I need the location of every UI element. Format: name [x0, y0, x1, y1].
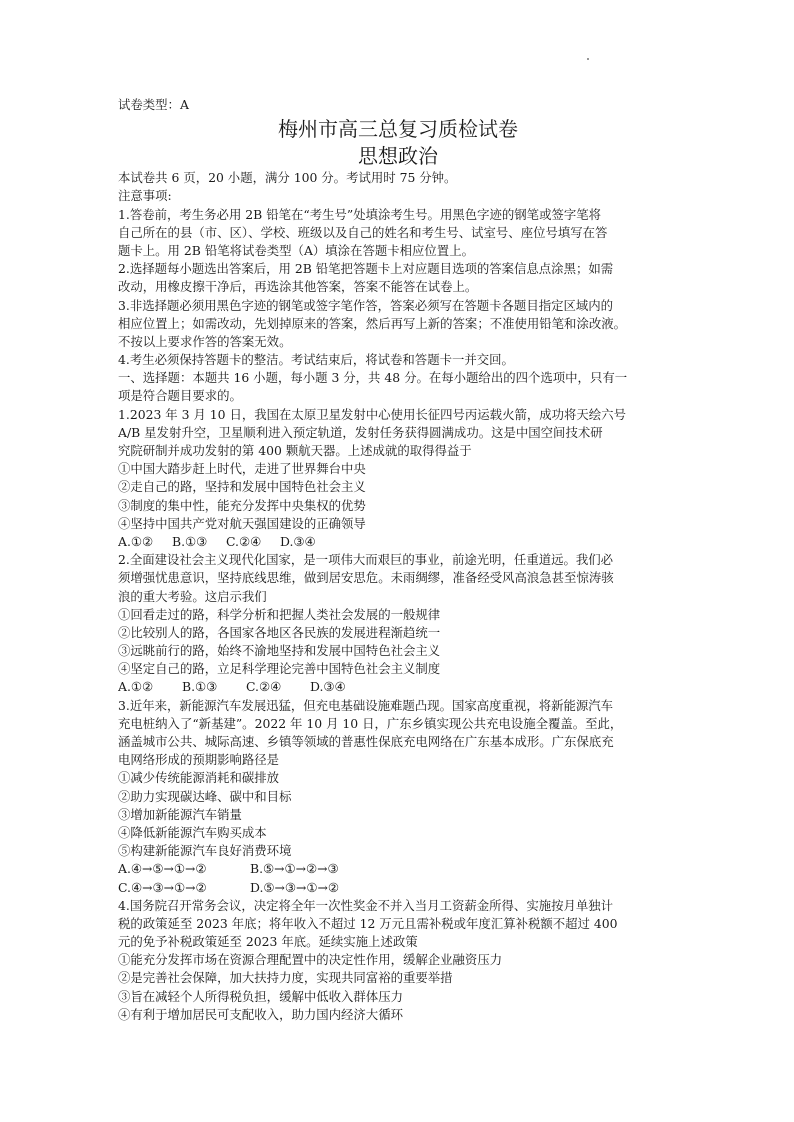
- q2-item: ③远眺前行的路，始终不渝地坚持和发展中国特色社会主义: [118, 643, 441, 659]
- page-content: [118, 96, 678, 1024]
- note-line: 自己所在的县（市、区）、学校、班级以及自己的姓名和考生号、试室号、座位号填写在答: [118, 224, 608, 240]
- q3-choice-b: B.⑤→①→②→③: [250, 861, 339, 877]
- note-line: 1.答卷前，考生务必用 2B 铅笔在“考生号”处填涂考生号。用黑色字迹的钢笔或签字笔将: [118, 206, 602, 222]
- subject-title: 思想政治: [358, 144, 438, 169]
- note-line: 相应位置上；如需改动，先划掉原来的答案，然后再写上新的答案；不准使用铅笔和涂改液。: [118, 315, 627, 331]
- intro-line: 本试卷共 6 页，20 小题，满分 100 分。考试用时 75 分钟。: [118, 170, 457, 186]
- q4-item: ③旨在减轻个人所得税负担，缓解中低收入群体压力: [118, 988, 403, 1004]
- q3-choices: [118, 860, 678, 878]
- q4-item: ①能充分发挥市场在资源合理配置中的决定性作用，缓解企业融资压力: [118, 952, 503, 968]
- q3-stem: 充电桩纳入了“新基建”。2022 年 10 月 10 日，广东乡镇实现公共充电设施全覆盖。至此，: [118, 715, 623, 731]
- q2-choice-a: A.①②: [118, 679, 154, 695]
- notes-heading: 注意事项:: [118, 188, 172, 204]
- q1-item: ②走自己的路，坚持和发展中国特色社会主义: [118, 479, 366, 495]
- q2-choices: [118, 678, 678, 696]
- q3-stem: 涵盖城市公共、城际高速、乡镇等领域的普惠性保底充电网络在广东基本成形。广东保底充: [118, 734, 614, 749]
- q4-stem: 税的政策延至 2023 年底；将年收入不超过 12 万元且需补税或年度汇算补税额不超过 400: [118, 915, 618, 931]
- q4-item: ④有利于增加居民可支配收入，助力国内经济大循环: [118, 1006, 403, 1022]
- q1-stem: 究院研制并成功发射的第 400 颗航天器。上述成就的取得得益于: [118, 443, 472, 458]
- q3-choice-c: C.④→③→①→②: [118, 879, 207, 895]
- q2-stem: 2.全面建设社会主义现代化国家，是一项伟大而艰巨的事业，前途光明，任重道远。我们必: [118, 552, 614, 568]
- q2-item: ②比较别人的路，各国家各地区各民族的发展进程渐趋统一: [118, 624, 441, 640]
- q2-stem: 浪的重大考验。这启示我们: [118, 588, 267, 604]
- q3-item: ④降低新能源汽车购买成本: [118, 824, 267, 840]
- q3-item: ⑤构建新能源汽车良好消费环境: [118, 843, 292, 859]
- q4-item: ②是完善社会保障，加大扶持力度，实现共同富裕的重要举措: [118, 970, 453, 986]
- q2-item: ①回看走过的路，科学分析和把握人类社会发展的一般规律: [118, 606, 441, 622]
- q3-choices: [118, 879, 678, 897]
- q3-choice-d: D.⑤→③→①→②: [250, 879, 340, 895]
- q1-choice-c: C.②④: [226, 533, 262, 549]
- q3-item: ③增加新能源汽车销量: [118, 806, 242, 822]
- section-heading: 项是符合题目要求的。: [118, 388, 242, 404]
- note-line: 题卡上。用 2B 铅笔将试卷类型（A）填涂在答题卡相应位置上。: [118, 242, 474, 258]
- q2-item: ④坚定自己的路，立足科学理论完善中国特色社会主义制度: [118, 661, 441, 677]
- q4-stem: 元的免予补税政策延至 2023 年底。延续实施上述政策: [118, 934, 418, 950]
- q1-item: ③制度的集中性，能充分发挥中央集权的优势: [118, 497, 366, 513]
- q4-stem: 4.国务院召开常务会议，决定将全年一次性奖金不并入当月工资薪金所得、实施按月单独计: [118, 897, 614, 913]
- paper-type: 试卷类型：A: [118, 97, 189, 112]
- note-line: 4.考生必须保持答题卡的整洁。考试结束后，将试卷和答题卡一并交回。: [118, 352, 514, 368]
- q1-choice-b: B.①③: [172, 533, 208, 549]
- q1-choices: [118, 533, 678, 551]
- q2-choice-d: D.③④: [310, 679, 346, 695]
- q1-choice-a: A.①②: [118, 533, 154, 549]
- q2-stem: 须增强忧患意识，坚持底线思维，做到居安思危。未雨绸缪，准备经受风高浪急甚至惊涛骇: [118, 570, 614, 586]
- scan-dot: [587, 58, 589, 60]
- q3-choice-a: A.④→⑤→①→②: [118, 861, 207, 877]
- q1-choice-d: D.③④: [280, 533, 316, 549]
- page-title: 梅州市高三总复习质检试卷: [278, 117, 518, 142]
- q1-item: ①中国大踏步赶上时代，走进了世界舞台中央: [118, 461, 366, 477]
- q1-item: ④坚持中国共产党对航天强国建设的正确领导: [118, 515, 366, 531]
- note-line: 2.选择题每小题选出答案后，用 2B 铅笔把答题卡上对应题目选项的答案信息点涂黑；如需: [118, 261, 614, 277]
- q3-item: ②助力实现碳达峰、碳中和目标: [118, 788, 292, 804]
- q2-choice-c: C.②④: [246, 679, 282, 695]
- q1-stem: A/B 星发射升空，卫星顺利进入预定轨道，发射任务获得圆满成功。这是中国空间技术研: [118, 424, 603, 440]
- note-line: 3.非选择题必须用黑色字迹的钢笔或签字笔作答，答案必须写在答题卡各题目指定区域内的: [118, 297, 614, 313]
- q1-stem: 1.2023 年 3 月 10 日，我国在太原卫星发射中心使用长征四号丙运载火箭，成功将天绘六号: [118, 406, 626, 422]
- section-heading: 一、选择题：本题共 16 小题，每小题 3 分，共 48 分。在每小题给出的四个选项中，只有一: [118, 370, 628, 386]
- q3-stem: 电网络形成的预期影响路径是: [118, 752, 280, 768]
- q3-item: ①减少传统能源消耗和碳排放: [118, 770, 280, 786]
- q3-stem: 3.近年来，新能源汽车发展迅猛，但充电基础设施难题凸现。国家高度重视，将新能源汽车: [118, 697, 614, 713]
- note-line: 不按以上要求作答的答案无效。: [118, 333, 292, 349]
- note-line: 改动，用橡皮擦干净后，再选涂其他答案，答案不能答在试卷上。: [118, 279, 478, 295]
- q2-choice-b: B.①③: [182, 679, 218, 695]
